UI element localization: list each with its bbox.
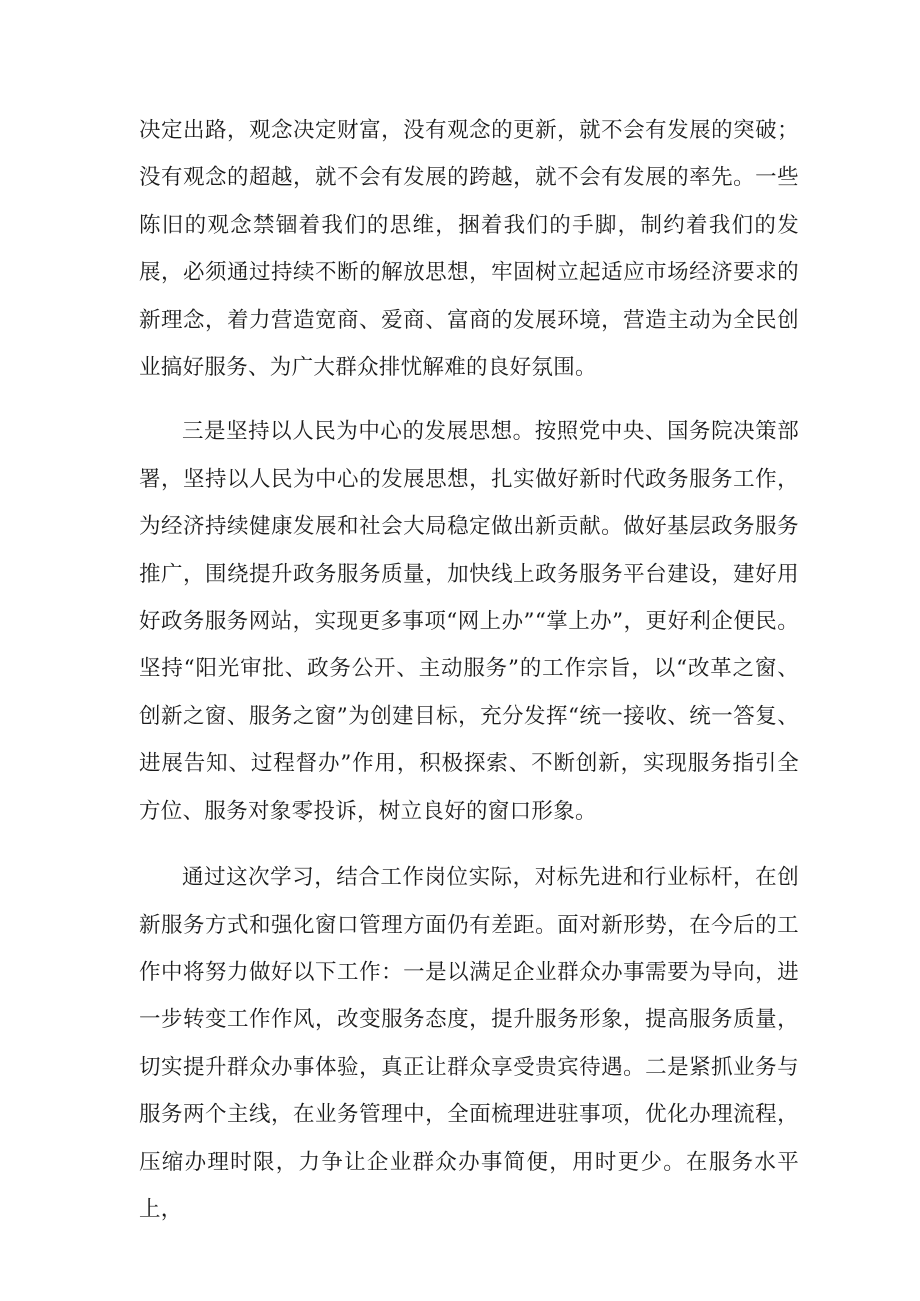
document-body xyxy=(139,107,799,1233)
paragraph-continuation: 决定出路，观念决定财富，没有观念的更新，就不会有发展的突破；没有观念的超越，就不会有发展的跨越，就不会有发展的率先。一些陈旧的观念禁锢着我们的思维，捆着我们的手脚，制约着我们的发展，必须通过持续不断的解放思想，牢固树立起适应市场经济要求的新理念，着力营造宽商、爱商、富商的发展环境，营造主动为全民创业搞好服务、为广大群众排忧解难的良好氛围。 xyxy=(139,118,799,381)
paragraph-people-centered-development: 三是坚持以人民为中心的发展思想。按照党中央、国务院决策部署，坚持以人民为中心的发展思想，扎实做好新时代政务服务工作，为经济持续健康发展和社会大局稳定做出新贡献。做好基层政务服务推广，围绕提升政务服务质量，加快线上政务服务平台建设，建好用好政务服务网站，实现更多事项“网上办”“掌上办”，更好利企便民。坚持“阳光审批、政务公开、主动服务”的工作宗旨，以“改革之窗、创新之窗、服务之窗”为创建目标，充分发挥“统一接收、统一答复、进展告知、过程督办”作用，积极探索、不断创新，实现服务指引全方位、服务对象零投诉，树立良好的窗口形象。 xyxy=(139,419,799,824)
paragraph-study-reflection: 通过这次学习，结合工作岗位实际，对标先进和行业标杆，在创新服务方式和强化窗口管理方面仍有差距。面对新形势，在今后的工作中将努力做好以下工作：一是以满足企业群众办事需要为导向，进一步转变工作作风，改变服务态度，提升服务形象，提高服务质量，切实提升群众办事体验，真正让群众享受贵宾待遇。二是紧抓业务与服务两个主线，在业务管理中，全面梳理进驻事项，优化办理流程，压缩办理时限，力争让企业群众办事简便，用时更少。在服务水平上， xyxy=(139,865,799,1222)
